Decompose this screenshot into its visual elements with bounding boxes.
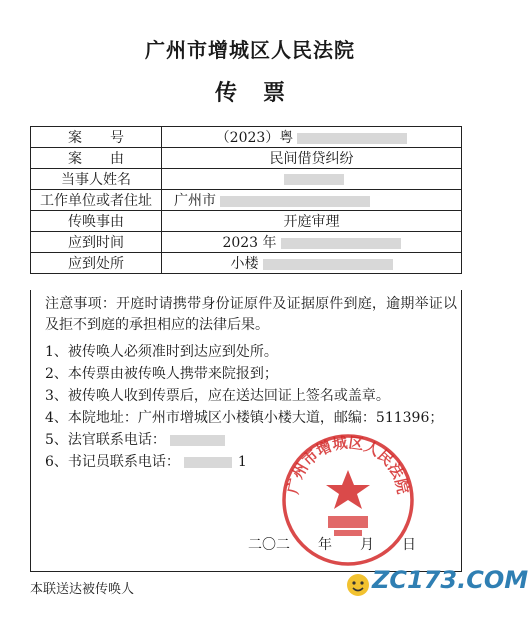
- table-row: [31, 148, 462, 169]
- table-row: [31, 169, 462, 190]
- notice-item: 2、本传票由被传唤人携带来院报到；: [45, 366, 278, 382]
- notice-item: 6、书记员联系电话： 1: [45, 454, 247, 470]
- table-row: [31, 127, 462, 148]
- summons-reason-label: 传唤事由: [31, 211, 162, 232]
- notice-heading: 注意事项：开庭时请携带身份证原件及证据原件到庭，逾期举证以及拒不到庭的承担相应的法律后果。: [45, 296, 457, 333]
- issue-date: 二〇二 年 月 日: [248, 537, 416, 553]
- table-row: [31, 190, 462, 211]
- table-row: [31, 232, 462, 253]
- appear-time-value: 2023 年: [162, 232, 462, 253]
- summons-form-table: [30, 126, 462, 274]
- party-name-label: 当事人姓名: [31, 169, 162, 190]
- party-name-value: [162, 169, 462, 190]
- address-value: 广州市: [162, 190, 462, 211]
- case-cause-label: 案 由: [31, 148, 162, 169]
- summons-reason-value: 开庭审理: [162, 211, 462, 232]
- smiley-logo-icon: [345, 572, 371, 598]
- appear-place-label: 应到处所: [31, 253, 162, 274]
- watermark-text: ZC173.COM: [372, 566, 528, 594]
- notice-item: 1、被传唤人必须准时到达应到处所。: [45, 344, 278, 360]
- clerk-phone-tail: 1: [237, 454, 247, 470]
- notice-item: 5、法官联系电话：: [45, 429, 225, 449]
- address-label: 工作单位或者住址: [31, 190, 162, 211]
- document-title: 传票: [214, 80, 311, 106]
- table-row: [31, 253, 462, 274]
- table-row: [31, 211, 462, 232]
- appear-time-label: 应到时间: [31, 232, 162, 253]
- case-number-label: 案 号: [31, 127, 162, 148]
- notice-item: 3、被传唤人收到传票后，应在送达回证上签名或盖章。: [45, 388, 390, 404]
- seal-text: 广州市增城区人民法院: [283, 433, 413, 496]
- delivery-note: 本联送达被传唤人: [30, 582, 135, 597]
- court-name: 广州市增城区人民法院: [145, 38, 355, 62]
- case-number-value: （2023）粤: [162, 127, 462, 148]
- notice-item: 4、本院地址：广州市增城区小楼镇小楼大道，邮编：511396；: [45, 410, 444, 426]
- appear-place-value: 小楼: [162, 253, 462, 274]
- case-cause-value: 民间借贷纠纷: [162, 148, 462, 169]
